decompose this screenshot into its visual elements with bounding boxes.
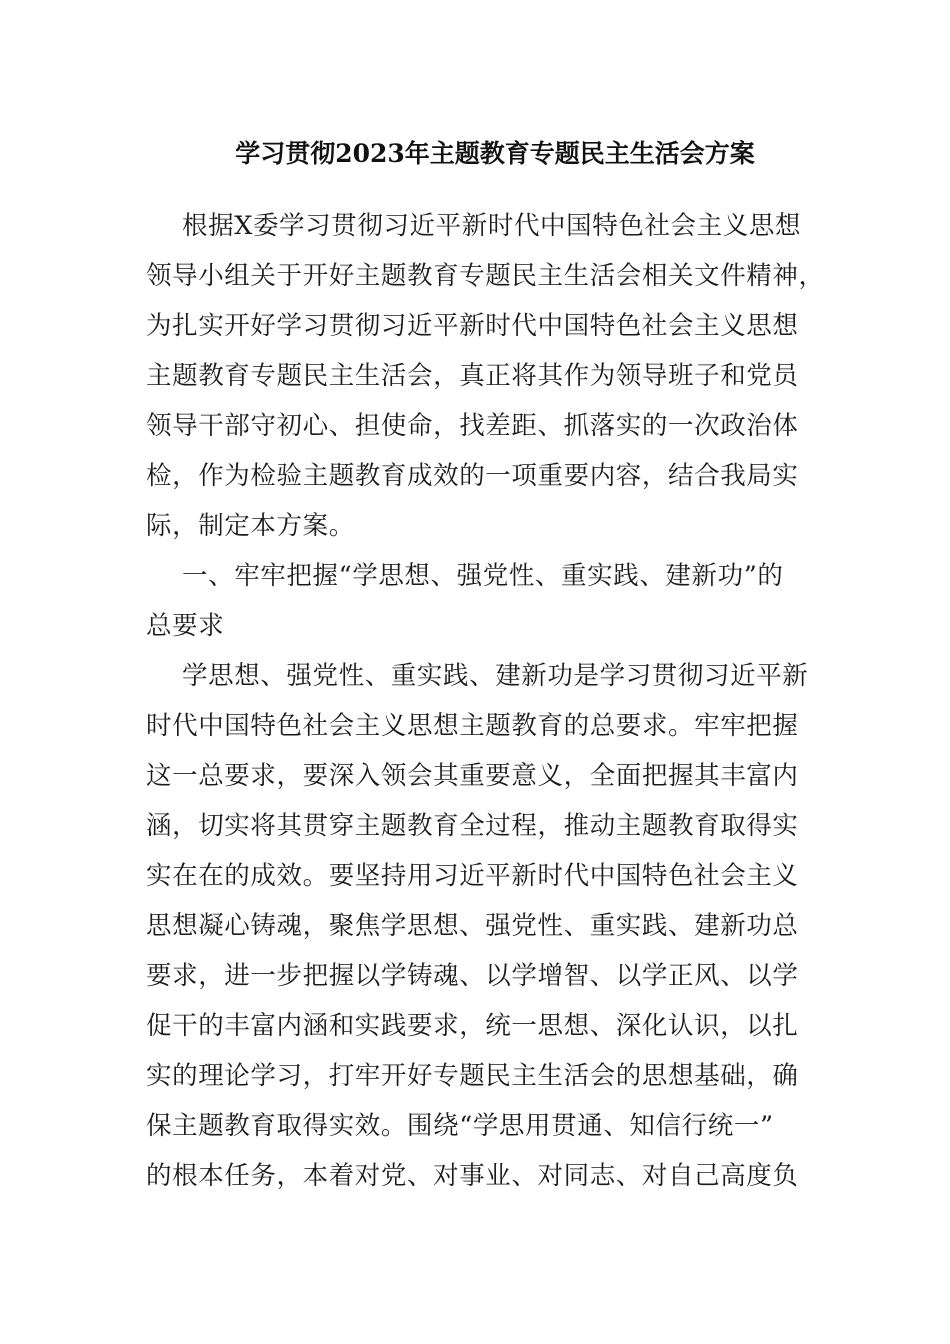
section-heading-line: 一、牢牢把握“学思想、强党性、重实践、建新功”的 bbox=[182, 561, 784, 591]
paragraph-line: 实的理论学习，打牢开好专题民主生活会的思想基础，确 bbox=[146, 1061, 799, 1091]
paragraph-line: 保主题教育取得实效。围绕“学思用贯通、知信行统一” bbox=[146, 1111, 774, 1141]
paragraph-line: 际，制定本方案。 bbox=[146, 511, 355, 541]
paragraph-line: 根据X委学习贯彻习近平新时代中国特色社会主义思想 bbox=[182, 211, 802, 241]
paragraph-line: 要求，进一步把握以学铸魂、以学增智、以学正风、以学 bbox=[146, 961, 799, 991]
paragraph-line: 领导干部守初心、担使命，找差距、抓落实的一次政治体 bbox=[146, 411, 799, 441]
paragraph-line: 这一总要求，要深入领会其重要意义，全面把握其丰富内 bbox=[146, 761, 799, 791]
paragraph-line: 学思想、强党性、重实践、建新功是学习贯彻习近平新 bbox=[182, 661, 809, 691]
paragraph-line: 为扎实开好学习贯彻习近平新时代中国特色社会主义思想 bbox=[146, 311, 799, 341]
paragraph-line: 实在在的成效。要坚持用习近平新时代中国特色社会主义 bbox=[146, 861, 799, 891]
paragraph-line: 的根本任务，本着对党、对事业、对同志、对自己高度负 bbox=[146, 1161, 799, 1191]
paragraph-line: 促干的丰富内涵和实践要求，统一思想、深化认识，以扎 bbox=[146, 1011, 799, 1041]
paragraph-line: 涵，切实将其贯穿主题教育全过程，推动主题教育取得实 bbox=[146, 811, 799, 841]
paragraph-line: 主题教育专题民主生活会，真正将其作为领导班子和党员 bbox=[146, 361, 799, 391]
paragraph-line: 思想凝心铸魂，聚焦学思想、强党性、重实践、建新功总 bbox=[146, 911, 799, 941]
section-heading-line: 总要求 bbox=[146, 611, 225, 641]
document-title: 学习贯彻2023年主题教育专题民主生活会方案 bbox=[235, 139, 755, 168]
paragraph-line: 领导小组关于开好主题教育专题民主生活会相关文件精神， bbox=[146, 261, 825, 291]
paragraph-line: 时代中国特色社会主义思想主题教育的总要求。牢牢把握 bbox=[146, 711, 799, 741]
paragraph-line: 检，作为检验主题教育成效的一项重要内容，结合我局实 bbox=[146, 461, 799, 491]
